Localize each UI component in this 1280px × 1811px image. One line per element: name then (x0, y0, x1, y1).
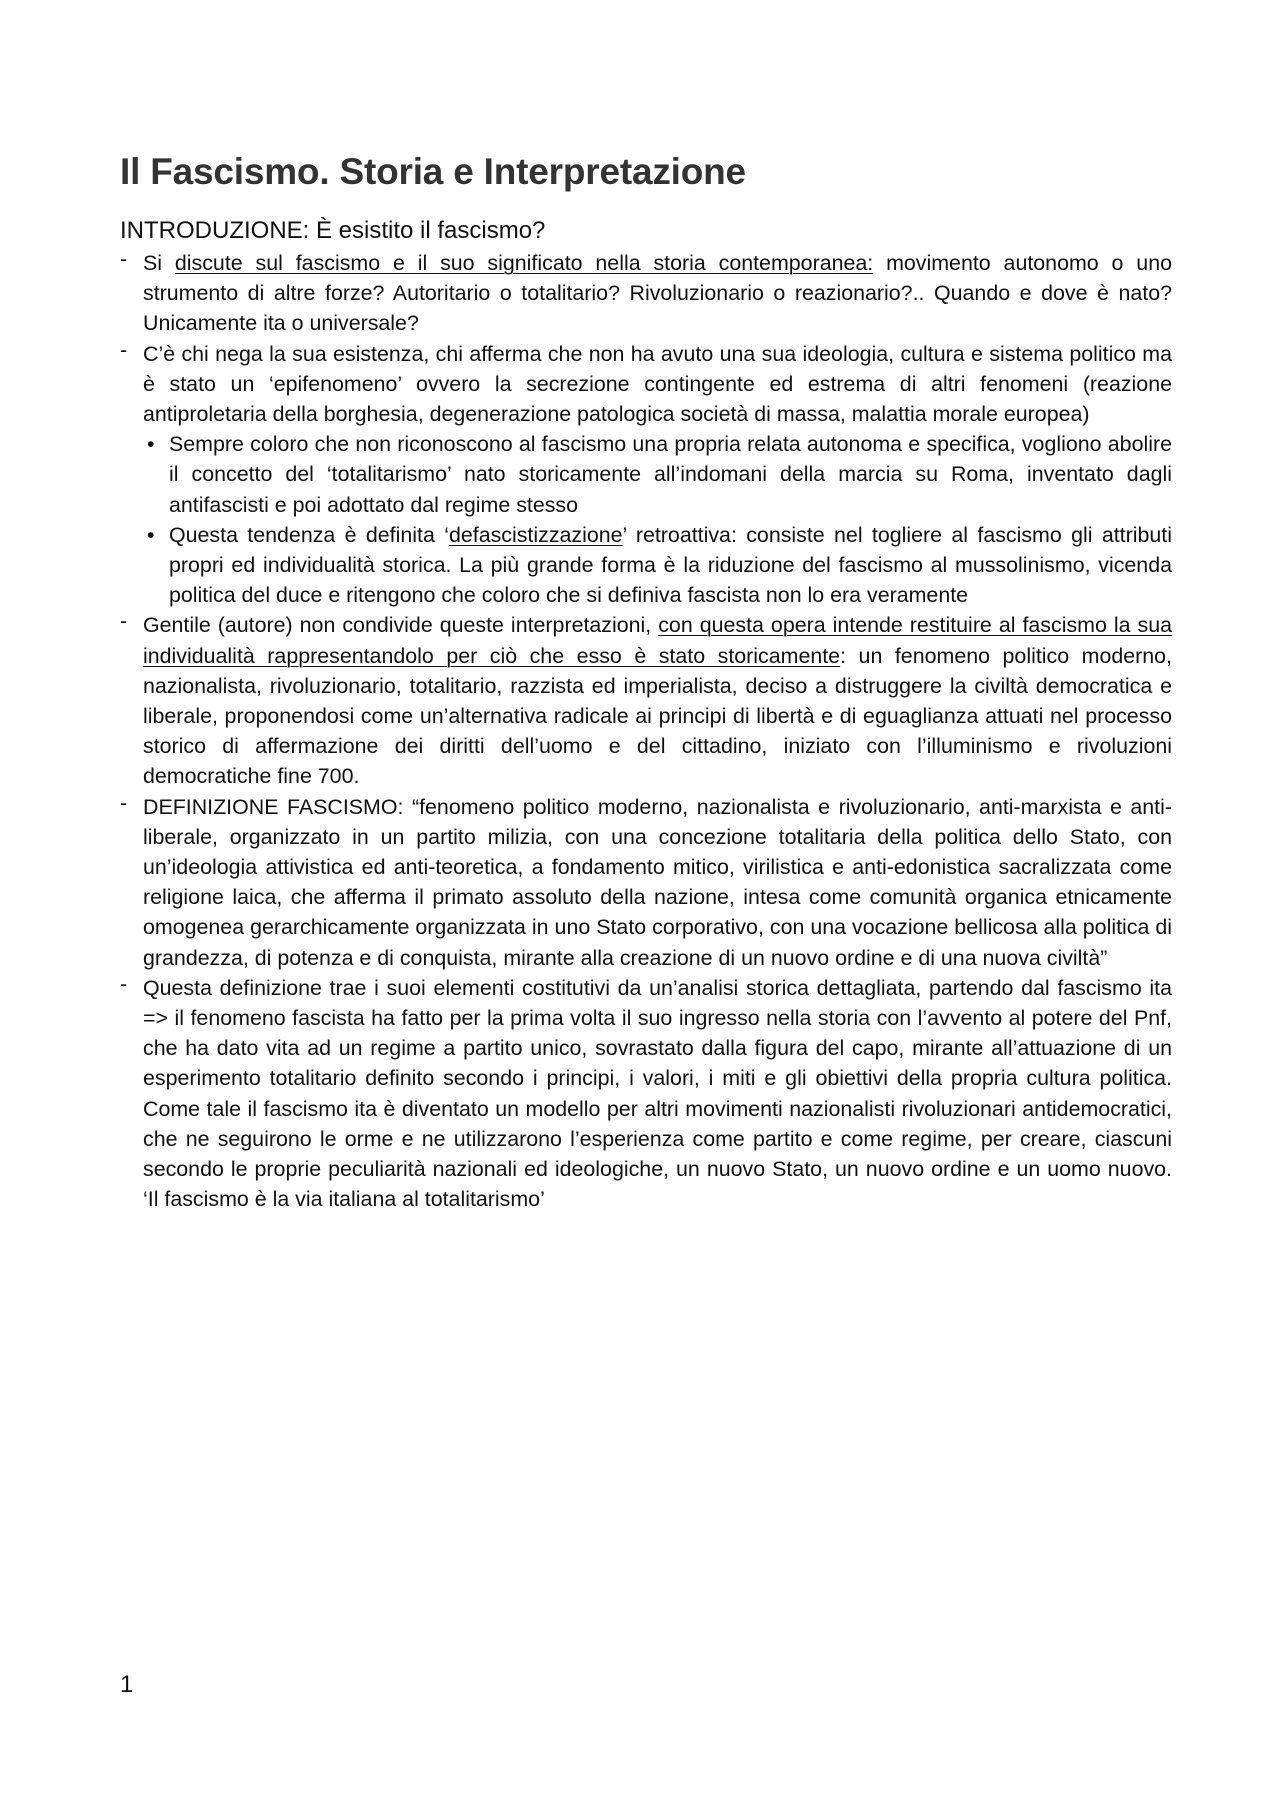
underlined-text: discute sul fascismo e il suo significato nella storia contemporanea: (174, 251, 874, 275)
text-run: ’ retroattiva: consiste nel togliere al fascismo gli attributi propri ed individualità storica. La più grande forma è la riduzione del fascismo al mussolinismo, vicenda politica del duce e ritengono che coloro che si definiva fascista non lo era veramente (169, 522, 1172, 608)
document-page (120, 148, 1172, 1215)
text-run: Si (143, 251, 175, 275)
bullet-item-defascistizzazione (143, 520, 1172, 611)
section-heading-introduzione: INTRODUZIONE: È esistito il fascismo? (120, 217, 546, 244)
bullet-list (143, 429, 1172, 610)
text-run: movimento autonomo o uno strumento di altre forze? Autoritario o totalitario? Rivoluzionario o reazionario?.. Quando e dove è nato? Unicamente ita o universale? (143, 251, 1172, 336)
underlined-text: con questa opera intende restituire al fascismo la sua individualità rappresentandolo per ciò che esso è stato storicamente (143, 613, 1172, 668)
text-run: C’è chi nega la sua esistenza, chi afferma che non ha avuto una sua ideologia, cultura e sistema politico ma è stato un ‘epifenomeno’ ovvero la secrezione contingente ed estrema di altri fenomeni (reazione antiproletaria della borghesia, degenerazione patologica società di massa, malattia morale europea) (143, 341, 1172, 427)
bullet-item-totalitarismo: • Sempre coloro che non riconoscono al fascismo una propria relata autonoma e specifica, vogliono abolire il concetto del ‘totalitarismo’ nato storicamente all’indomani della marcia su Roma, inventato dagli antifascisti e poi adottato dal regime stesso (143, 429, 1172, 520)
text-run: Gentile (autore) non condivide queste interpretazioni, (143, 613, 659, 638)
text-run: Questa tendenza è definita ‘ (169, 522, 449, 547)
list-item-discussione (120, 248, 1172, 339)
document-title: Il Fascismo. Storia e Interpretazione (120, 151, 746, 192)
dash-list (120, 248, 1172, 1215)
list-item-definizione: - DEFINIZIONE FASCISMO: “fenomeno politico moderno, nazionalista e rivoluzionario, anti-marxista e anti-liberale, organizzato in un partito milizia, con una concezione totalitaria della politica dello Stato, con un’ideologia attivistica ed anti-teoretica, a fondamento mitico, virilistica e anti-edonistica sacralizzata come religione laica, che afferma il primato assoluto della nazione, intesa come comunità organica etnicamente omogenea gerarchicamente organizzata in uno Stato corporativo, con una vocazione bellicosa alla politica di grandezza, di potenza e di conquista, mirante alla creazione di un nuovo ordine e di una nuova civiltà” (120, 792, 1172, 973)
text-run: : un fenomeno politico moderno, nazionalista, rivoluzionario, totalitario, razzista ed imperialista, deciso a distruggere la civiltà democratica e liberale, proponendosi come un’alternativa radicale ai principi di libertà e di eguaglianza attuati nel processo storico di affermazione dei diritti dell’uomo e del cittadino, iniziato con l’illuminismo e rivoluzioni democratiche fine 700. (143, 643, 1172, 789)
list-item-gentile (120, 610, 1172, 791)
underlined-text: defascistizzazione (448, 522, 623, 547)
list-item-negazione (120, 339, 1172, 611)
list-item-analisi: - Questa definizione trae i suoi elementi costitutivi da un’analisi storica dettagliata, partendo dal fascismo ita => il fenomeno fascista ha fatto per la prima volta il suo ingresso nella storia con l’avvento al potere del Pnf, che ha dato vita ad un regime a partito unico, sovrastato dalla figura del capo, mirante all’attuazione di un esperimento totalitario definito secondo i principi, i valori, i miti e gli obiettivi della propria cultura politica. Come tale il fascismo ita è diventato un modello per altri movimenti nazionalisti rivoluzionari antidemocratici, che ne seguirono le orme e ne utilizzarono l’esperienza come partito e come regime, per creare, ciascuni secondo le proprie peculiarità nazionali ed ideologiche, un nuovo Stato, un nuovo ordine e un uomo nuovo. ‘Il fascismo è la via italiana al totalitarismo’ (120, 973, 1172, 1215)
page-number: 1 (120, 1671, 134, 1698)
